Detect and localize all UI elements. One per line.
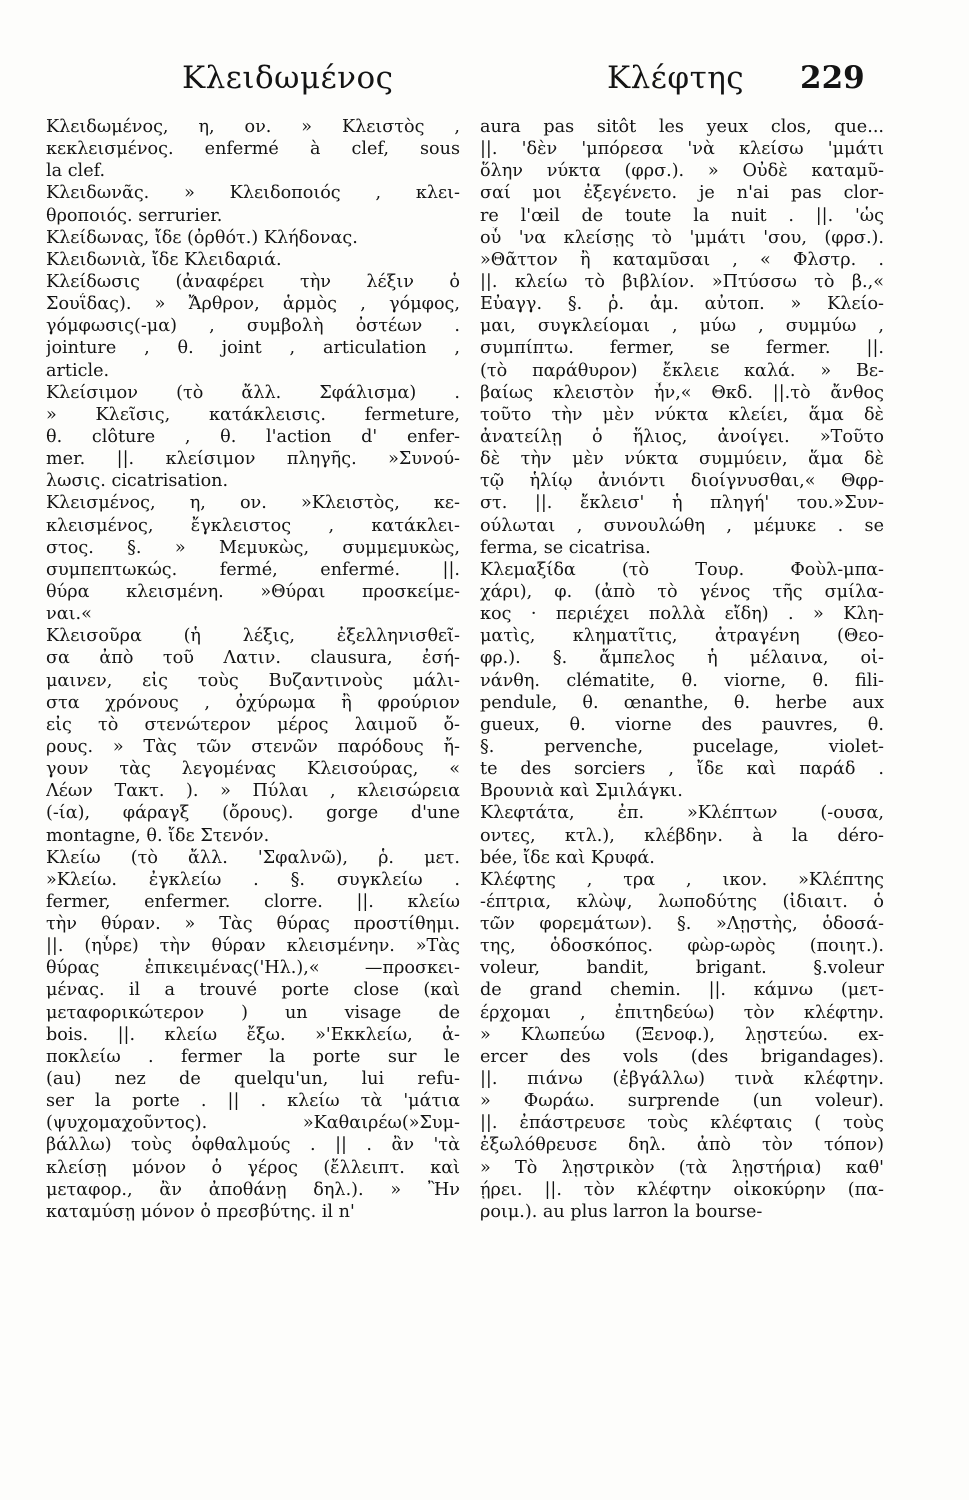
text-line: κλεισμένος, ἔγκλειστος , κατάκλει- bbox=[46, 515, 460, 536]
text-line: εἰς τὸ στενώτερον μέρος λαιμοῦ ὄ- bbox=[46, 714, 460, 735]
text-line: μεταφορικώτερον ) un visage de bbox=[46, 1002, 460, 1023]
text-line: γόμφωσις(-μα) , συμβολὴ ὀστέων . bbox=[46, 316, 460, 337]
text-line: ἐξωλόθρευσε δηλ. ἀπὸ τὸν τόπον) bbox=[480, 1135, 884, 1156]
text-line: ναι.« bbox=[46, 604, 92, 625]
text-line: της, ὁδοσκόπος. φὼρ-ωρὸς (ποιητ.). bbox=[480, 936, 884, 957]
text-line: Κλέφτης , τρα , ικον. »Κλέπτης bbox=[480, 869, 884, 890]
text-line: Κλεμαξίδα (τὸ Τουρ. Φοὺλ-μπα- bbox=[480, 559, 884, 580]
text-line: voleur, bandit, brigant. §.voleur bbox=[480, 958, 884, 979]
right-column bbox=[480, 116, 884, 1223]
text-line: Κλεφτάτα, ἐπ. »Κλέπτων (-ουσα, bbox=[480, 803, 884, 824]
text-line: συμπεπτωκώς. fermé, enfermé. ||. bbox=[46, 559, 460, 580]
text-line: article. bbox=[46, 360, 110, 381]
text-line: ||. πιάνω (ἐβγάλλω) τινὰ κλέφτην. bbox=[480, 1069, 884, 1090]
text-line: συμπίπτω. fermer, se fermer. ||. bbox=[480, 338, 884, 359]
text-line: Κλείδωσις (ἀναφέρει τὴν λέξιν ὁ bbox=[46, 271, 460, 292]
page-number: 229 bbox=[800, 60, 865, 96]
text-line: » Κλεῖσις, κατάκλεισις. fermeture, bbox=[46, 404, 460, 425]
text-line: ῄρει. ||. τὸν κλέφτην οἰκοκύρην (πα- bbox=[480, 1179, 884, 1200]
text-line: σαί μοι ἐξεγένετο. je n'ai pas clor- bbox=[480, 183, 884, 204]
text-line: κλείσῃ μόνον ὁ γέρος (ἔλλειπτ. καὶ bbox=[46, 1157, 460, 1178]
text-line: βαίως κλειστὸν ἦν,« Θκδ. ||.τὸ ἄνθος bbox=[480, 382, 884, 403]
text-line: aura pas sitôt les yeux clos, que... bbox=[480, 117, 884, 137]
text-line: » Τὸ λῃστρικὸν (τὰ λῃστήρια) καθ' bbox=[480, 1157, 884, 1178]
text-line: ροιμ.). au plus larron la bourse- bbox=[480, 1201, 763, 1222]
text-line: (ψυχομαχοῦντος). »Καθαιρέω(»Συμ- bbox=[46, 1113, 460, 1134]
text-line: Κλειδωμένος, η, ον. » Κλειστὸς , bbox=[46, 117, 460, 137]
left-running-headword: Κλειδωμένος bbox=[182, 60, 394, 96]
text-line: la clef. bbox=[46, 161, 106, 182]
text-line: de grand chemin. ||. κάμνω (μετ- bbox=[480, 980, 884, 1001]
page-header bbox=[0, 60, 969, 106]
text-line: (au) nez de quelqu'un, lui refu- bbox=[46, 1069, 460, 1090]
text-line: τοῦτο τὴν μὲν νύκτα κλείει, ἅμα δὲ bbox=[480, 404, 884, 425]
text-line: Λέων Τακτ. ). » Πύλαι , κλεισώρεια bbox=[46, 781, 460, 802]
text-line: gueux, θ. viorne des pauvres, θ. bbox=[480, 714, 884, 735]
text-line: Σουΐδας). » Ἄρθρον, ἁρμὸς , γόμφος, bbox=[46, 294, 460, 315]
text-line: bée, ἴδε καὶ Κρυφά. bbox=[480, 847, 655, 868]
text-line: ||. ἐπάστρευσε τοὺς κλέφταις ( τοὺς bbox=[480, 1113, 884, 1134]
text-line: τῷ ἡλίῳ ἀνιόντι διοίγνυσθαι,« Θφρ- bbox=[480, 471, 884, 492]
text-line: Κλεισοῦρα (ἡ λέξις, ἐξελληνισθεῖ- bbox=[46, 626, 460, 647]
text-line: pendule, θ. œnanthe, θ. herbe aux bbox=[480, 692, 884, 713]
text-line: ||. κλείω τὸ βιβλίον. »Πτύσσω τὸ β.,« bbox=[480, 271, 884, 292]
text-line: Κλεισμένος, η, ον. »Κλειστὸς, κε- bbox=[46, 493, 460, 514]
text-line: ser la porte . || . κλείω τὰ 'μάτια bbox=[46, 1091, 460, 1112]
text-line: στ. ||. ἔκλεισ' ἡ πληγή' του.»Συν- bbox=[480, 493, 884, 514]
text-line: οντες, κτλ.), κλέβδην. à la déro- bbox=[480, 825, 884, 846]
text-line: δὲ τὴν μὲν νύκτα συμμύειν, ἅμα δὲ bbox=[480, 449, 884, 470]
text-line: Κλειδωνᾶς. » Κλειδοποιός , κλει- bbox=[46, 183, 460, 204]
text-line: καταμύσῃ μόνον ὁ πρεσβύτης. il n' bbox=[46, 1201, 355, 1222]
text-line: νάνθη. clématite, θ. viorne, θ. fili- bbox=[480, 670, 884, 691]
right-running-headword: Κλέφτης bbox=[607, 60, 745, 96]
text-line: ούλωται , συνουλώθη , μέμυκε . se bbox=[480, 515, 884, 536]
text-line: (τὸ παράθυρον) ἔκλειε καλά. » Βε- bbox=[480, 360, 884, 381]
text-line: θ. clôture , θ. l'action d' enfer- bbox=[46, 426, 460, 447]
text-line: Κλείω (τὸ ἄλλ. 'Σφαλνῶ), ῥ. μετ. bbox=[46, 847, 460, 868]
text-line: bois. ||. κλείω ἔξω. »'Εκκλείω, ἀ- bbox=[46, 1024, 460, 1045]
text-line: ματὶς, κληματῖτις, ἀτραγένη (Θεο- bbox=[480, 626, 884, 647]
text-line: οὗ 'να κλείσῃς τὸ 'μμάτι 'σου, (φρσ.). bbox=[480, 227, 884, 248]
text-line: λωσις. cicatrisation. bbox=[46, 471, 229, 492]
text-line: Βρουνιὰ καὶ Σμιλάγκι. bbox=[480, 781, 683, 802]
text-line: te des sorciers , ἴδε καὶ παράδ . bbox=[480, 759, 884, 780]
text-line: θροποιός. serrurier. bbox=[46, 205, 223, 226]
left-column bbox=[46, 116, 460, 1223]
text-line: jointure , θ. joint , articulation , bbox=[46, 338, 460, 359]
text-line: τὴν θύραν. » Τὰς θύρας προστίθημι. bbox=[46, 914, 460, 935]
text-line: ποκλείω . fermer la porte sur le bbox=[46, 1046, 460, 1067]
text-line: ferma, se cicatrisa. bbox=[480, 537, 651, 558]
text-line: κος · περιέχει πολλὰ εἴδη) . » Κλη- bbox=[480, 604, 884, 625]
text-line: σα ἀπὸ τοῦ Λατιν. clausura, ἐσή- bbox=[46, 648, 460, 669]
text-line: (-ία), φάραγξ (ὄρους). gorge d'une bbox=[46, 803, 460, 824]
text-line: θύρα κλεισμένη. »Θύραι προσκείμε- bbox=[46, 581, 460, 602]
text-line: μένας. il a trouvé porte close (καὶ bbox=[46, 980, 460, 1001]
text-line: φρ.). §. ἄμπελος ἡ μέλαινα, οἰ- bbox=[480, 648, 884, 669]
text-line: έρχομαι , ἐπιτηδεύω) τὸν κλέφτην. bbox=[480, 1002, 884, 1023]
text-line: ἀνατείλῃ ὁ ἥλιος, ἀνοίγει. »Τοῦτο bbox=[480, 426, 884, 447]
text-line: mer. ||. κλείσιμον πληγῆς. »Συνού- bbox=[46, 449, 460, 470]
text-line: -έπτρια, κλὼψ, λωποδύτης (ἰδιαιτ. ὁ bbox=[480, 891, 884, 912]
text-line: στα χρόνους , ὀχύρωμα ἢ φρούριον bbox=[46, 692, 460, 713]
text-line: ercer des vols (des brigandages). bbox=[480, 1046, 884, 1067]
text-line: μεταφορ., ἂν ἀποθάνῃ δηλ.). » Ἢν bbox=[46, 1179, 460, 1200]
text-line: §. pervenche, pucelage, violet- bbox=[480, 736, 884, 757]
text-line: Κλειδωνιὰ, ἴδε Κλειδαριά. bbox=[46, 249, 282, 270]
text-line: βάλλω) τοὺς ὀφθαλμούς . || . ἂν 'τὰ bbox=[46, 1135, 460, 1156]
text-line: » Φωράω. surprende (un voleur). bbox=[480, 1091, 884, 1112]
text-line: ὅλην νύκτα (φρσ.). » Οὐδὲ καταμῦ- bbox=[480, 161, 884, 182]
text-line: τῶν φορεμάτων). §. »Λῃστὴς, ὁδοσά- bbox=[480, 914, 884, 935]
text-line: »Θᾶττον ἢ καταμῦσαι , « Φλστρ. . bbox=[480, 249, 884, 270]
text-line: κεκλεισμένος. enfermé à clef, sous bbox=[46, 139, 460, 160]
text-line: μαινεν, εἰς τοὺς Βυζαντινοὺς μάλι- bbox=[46, 670, 460, 691]
text-line: »Κλείω. ἐγκλείω . §. συγκλείω . bbox=[46, 869, 460, 890]
text-line: Εὐαγγ. §. ῥ. ἀμ. αὐτοπ. » Κλείο- bbox=[480, 294, 884, 315]
text-line: γουν τὰς λεγομένας Κλεισούρας, « bbox=[46, 759, 460, 780]
text-line: θύρας ἐπικειμένας('Ηλ.),« —προσκει- bbox=[46, 958, 460, 979]
text-line: ||. 'δὲν 'μπόρεσα 'νὰ κλείσω 'μμάτι bbox=[480, 139, 884, 160]
text-line: montagne, θ. ἴδε Στενόν. bbox=[46, 825, 270, 846]
text-line: re l'œil de toute la nuit . ||. 'ὡς bbox=[480, 205, 884, 226]
text-line: » Κλωπεύω (Ξενοφ.), λῃστεύω. ex- bbox=[480, 1024, 884, 1045]
text-line: μαι, συγκλείομαι , μύω , συμμύω , bbox=[480, 316, 884, 337]
text-line: Κλείσιμον (τὸ ἄλλ. Σφάλισμα) . bbox=[46, 382, 460, 403]
text-line: στος. §. » Μεμυκὼς, συμμεμυκὼς, bbox=[46, 537, 460, 558]
text-line: χάρι), φ. (ἀπὸ τὸ γένος τῆς σμίλα- bbox=[480, 581, 884, 602]
text-line: ||. (ηὗρε) τὴν θύραν κλεισμένην. »Τὰς bbox=[46, 936, 460, 957]
text-line: fermer, enfermer. clorre. ||. κλείω bbox=[46, 891, 460, 912]
text-line: Κλείδωνας, ἴδε (ὀρθότ.) Κλήδονας. bbox=[46, 227, 358, 248]
text-line: ρους. » Τὰς τῶν στενῶν παρόδους ἤ- bbox=[46, 736, 460, 757]
